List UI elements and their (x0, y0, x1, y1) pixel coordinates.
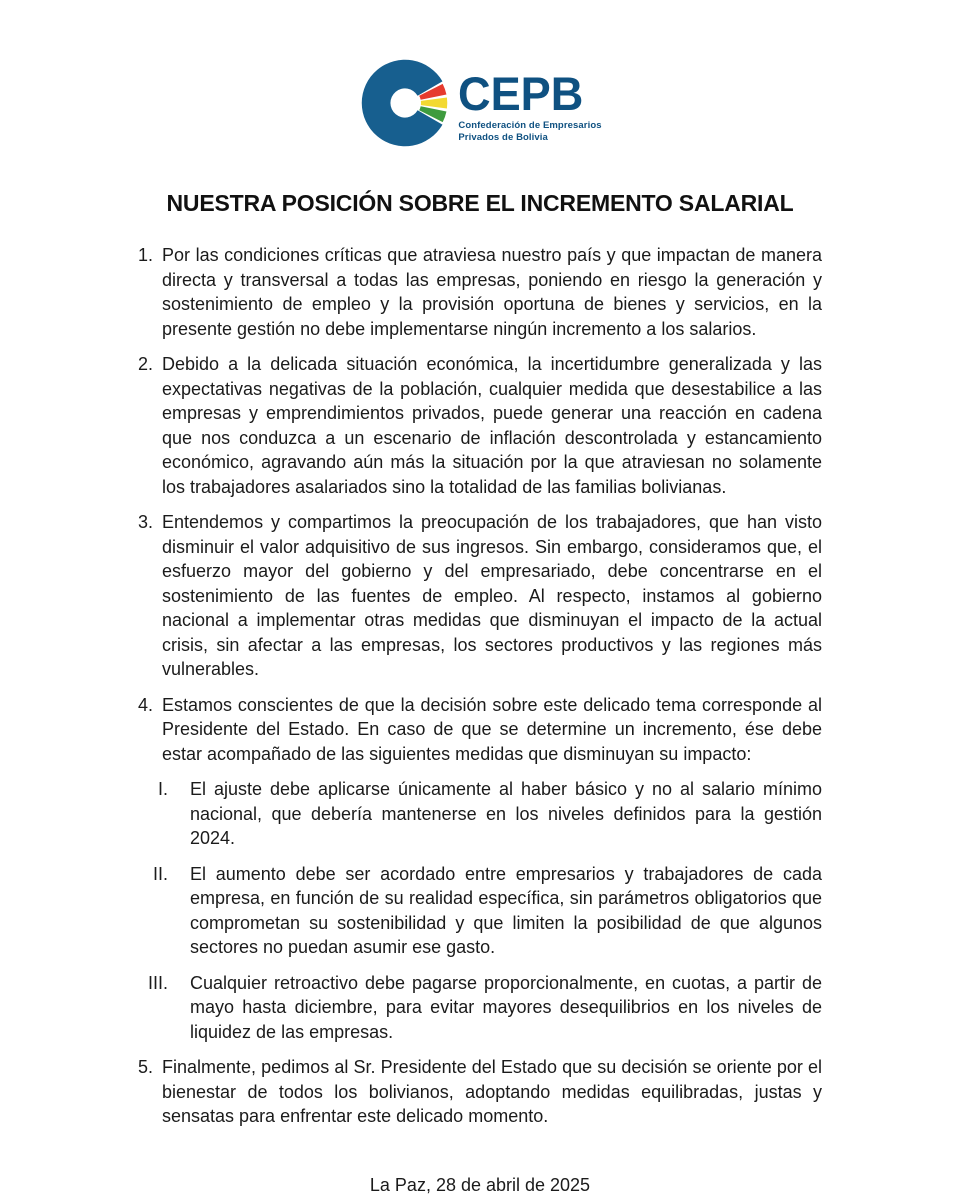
sub-item-III-text: Cualquier retroactivo debe pagarse proporcionalmente, en cuotas, a partir de mayo hasta diciembre, para evitar mayores desequilibrios en los niveles de liquidez de las empresas. (190, 972, 822, 1042)
date-line: La Paz, 28 de abril de 2025 (369, 1174, 591, 1195)
list-item-5-number: 5. (138, 1057, 154, 1077)
list-item-2-text: Debido a la delicada situación económica, la incertidumbre generalizada y las expectativas negativas de la población, cualquier medida que desestabilice a las empresas y emprendimientos privados, puede generar una reacción en cadena que nos conduzca a un escenario de inflación descontrolada y estancamiento económico, agravando aún más la situación por la que atraviesan no solamente los trabajadores asalariados sino la totalidad de las familias bolivianas. (162, 354, 822, 497)
sub-item-II-text: El aumento debe ser acordado entre empresarios y trabajadores de cada empresa, en función de su realidad específica, sin parámetros obligatorios que comprometan su sostenibilidad y que limiten la posibilidad de que algunos sectores no puedan asumir ese gasto. (190, 863, 822, 957)
document-title: NUESTRA POSICIÓN SOBRE EL INCREMENTO SALARIAL (166, 190, 794, 216)
cepb-logo (0, 56, 960, 150)
cepb-logo-text (458, 62, 601, 143)
list-item-4-number: 4. (138, 694, 154, 715)
sub-list (138, 777, 822, 1044)
list-item-3-number: 3. (138, 512, 154, 532)
sub-item-I-number: I. (157, 779, 168, 799)
cepb-logo-mark-icon (358, 56, 452, 150)
logo-tagline-line2: Privados de Bolivia (458, 131, 548, 143)
logo-tagline (458, 120, 601, 144)
logo-wedge-yellow (421, 97, 447, 108)
sub-item-I-text: El ajuste debe aplicarse únicamente al haber básico y no al salario mínimo nacional, que debería mantenerse en los niveles definidos para la gestión 2024. (190, 779, 822, 848)
sub-item-II-number: II. (152, 863, 168, 884)
document-body (138, 243, 822, 1129)
sub-item-II (138, 862, 822, 960)
list-item-3-text: Entendemos y compartimos la preocupación de los trabajadores, que han visto disminuir el valor adquisitivo de sus ingresos. Sin embargo, consideramos que, el esfuerzo mayor del gobierno y del empresariado, debe concentrarse en el sostenimiento de las fuentes de empleo. Al respecto, instamos al gobierno nacional a implementar otras medidas que disminuyan el impacto de la actual crisis, sin afectar a las empresas, los sectores productivos y las regiones más vulnerables. (162, 512, 822, 679)
list-item-2 (138, 352, 822, 499)
sub-item-III (138, 971, 822, 1045)
list-item-5-text: Finalmente, pedimos al Sr. Presidente del Estado que su decisión se oriente por el bienestar de todos los bolivianos, adoptando medidas equilibradas, justas y sensatas para enfrentar este delicado momento. (162, 1057, 822, 1126)
list-item-2-number: 2. (138, 354, 154, 374)
list-item-4-text: Estamos conscientes de que la decisión sobre este delicado tema corresponde al Presidente del Estado. En caso de que se determine un incremento, ése debe estar acompañado de las siguientes medidas que disminuyan su impacto: (162, 694, 822, 764)
list-item-5 (138, 1055, 822, 1129)
list-item-4 (138, 693, 822, 767)
sub-item-III-number: III. (147, 972, 168, 993)
logo-acronym: CEPB (458, 67, 584, 121)
list-item-3 (138, 510, 822, 682)
list-item-1-text: Por las condiciones críticas que atraviesa nuestro país y que impactan de manera directa y transversal a todas las empresas, poniendo en riesgo la generación y sostenimiento de empleo y la provisión oportuna de bienes y servicios, en la presente gestión no debe implementarse ningún incremento a los salarios. (162, 245, 822, 339)
sub-item-I (138, 777, 822, 851)
logo-tagline-line1: Confederación de Empresarios (458, 119, 602, 131)
list-item-1 (138, 243, 822, 341)
list-item-1-number: 1. (138, 245, 154, 265)
